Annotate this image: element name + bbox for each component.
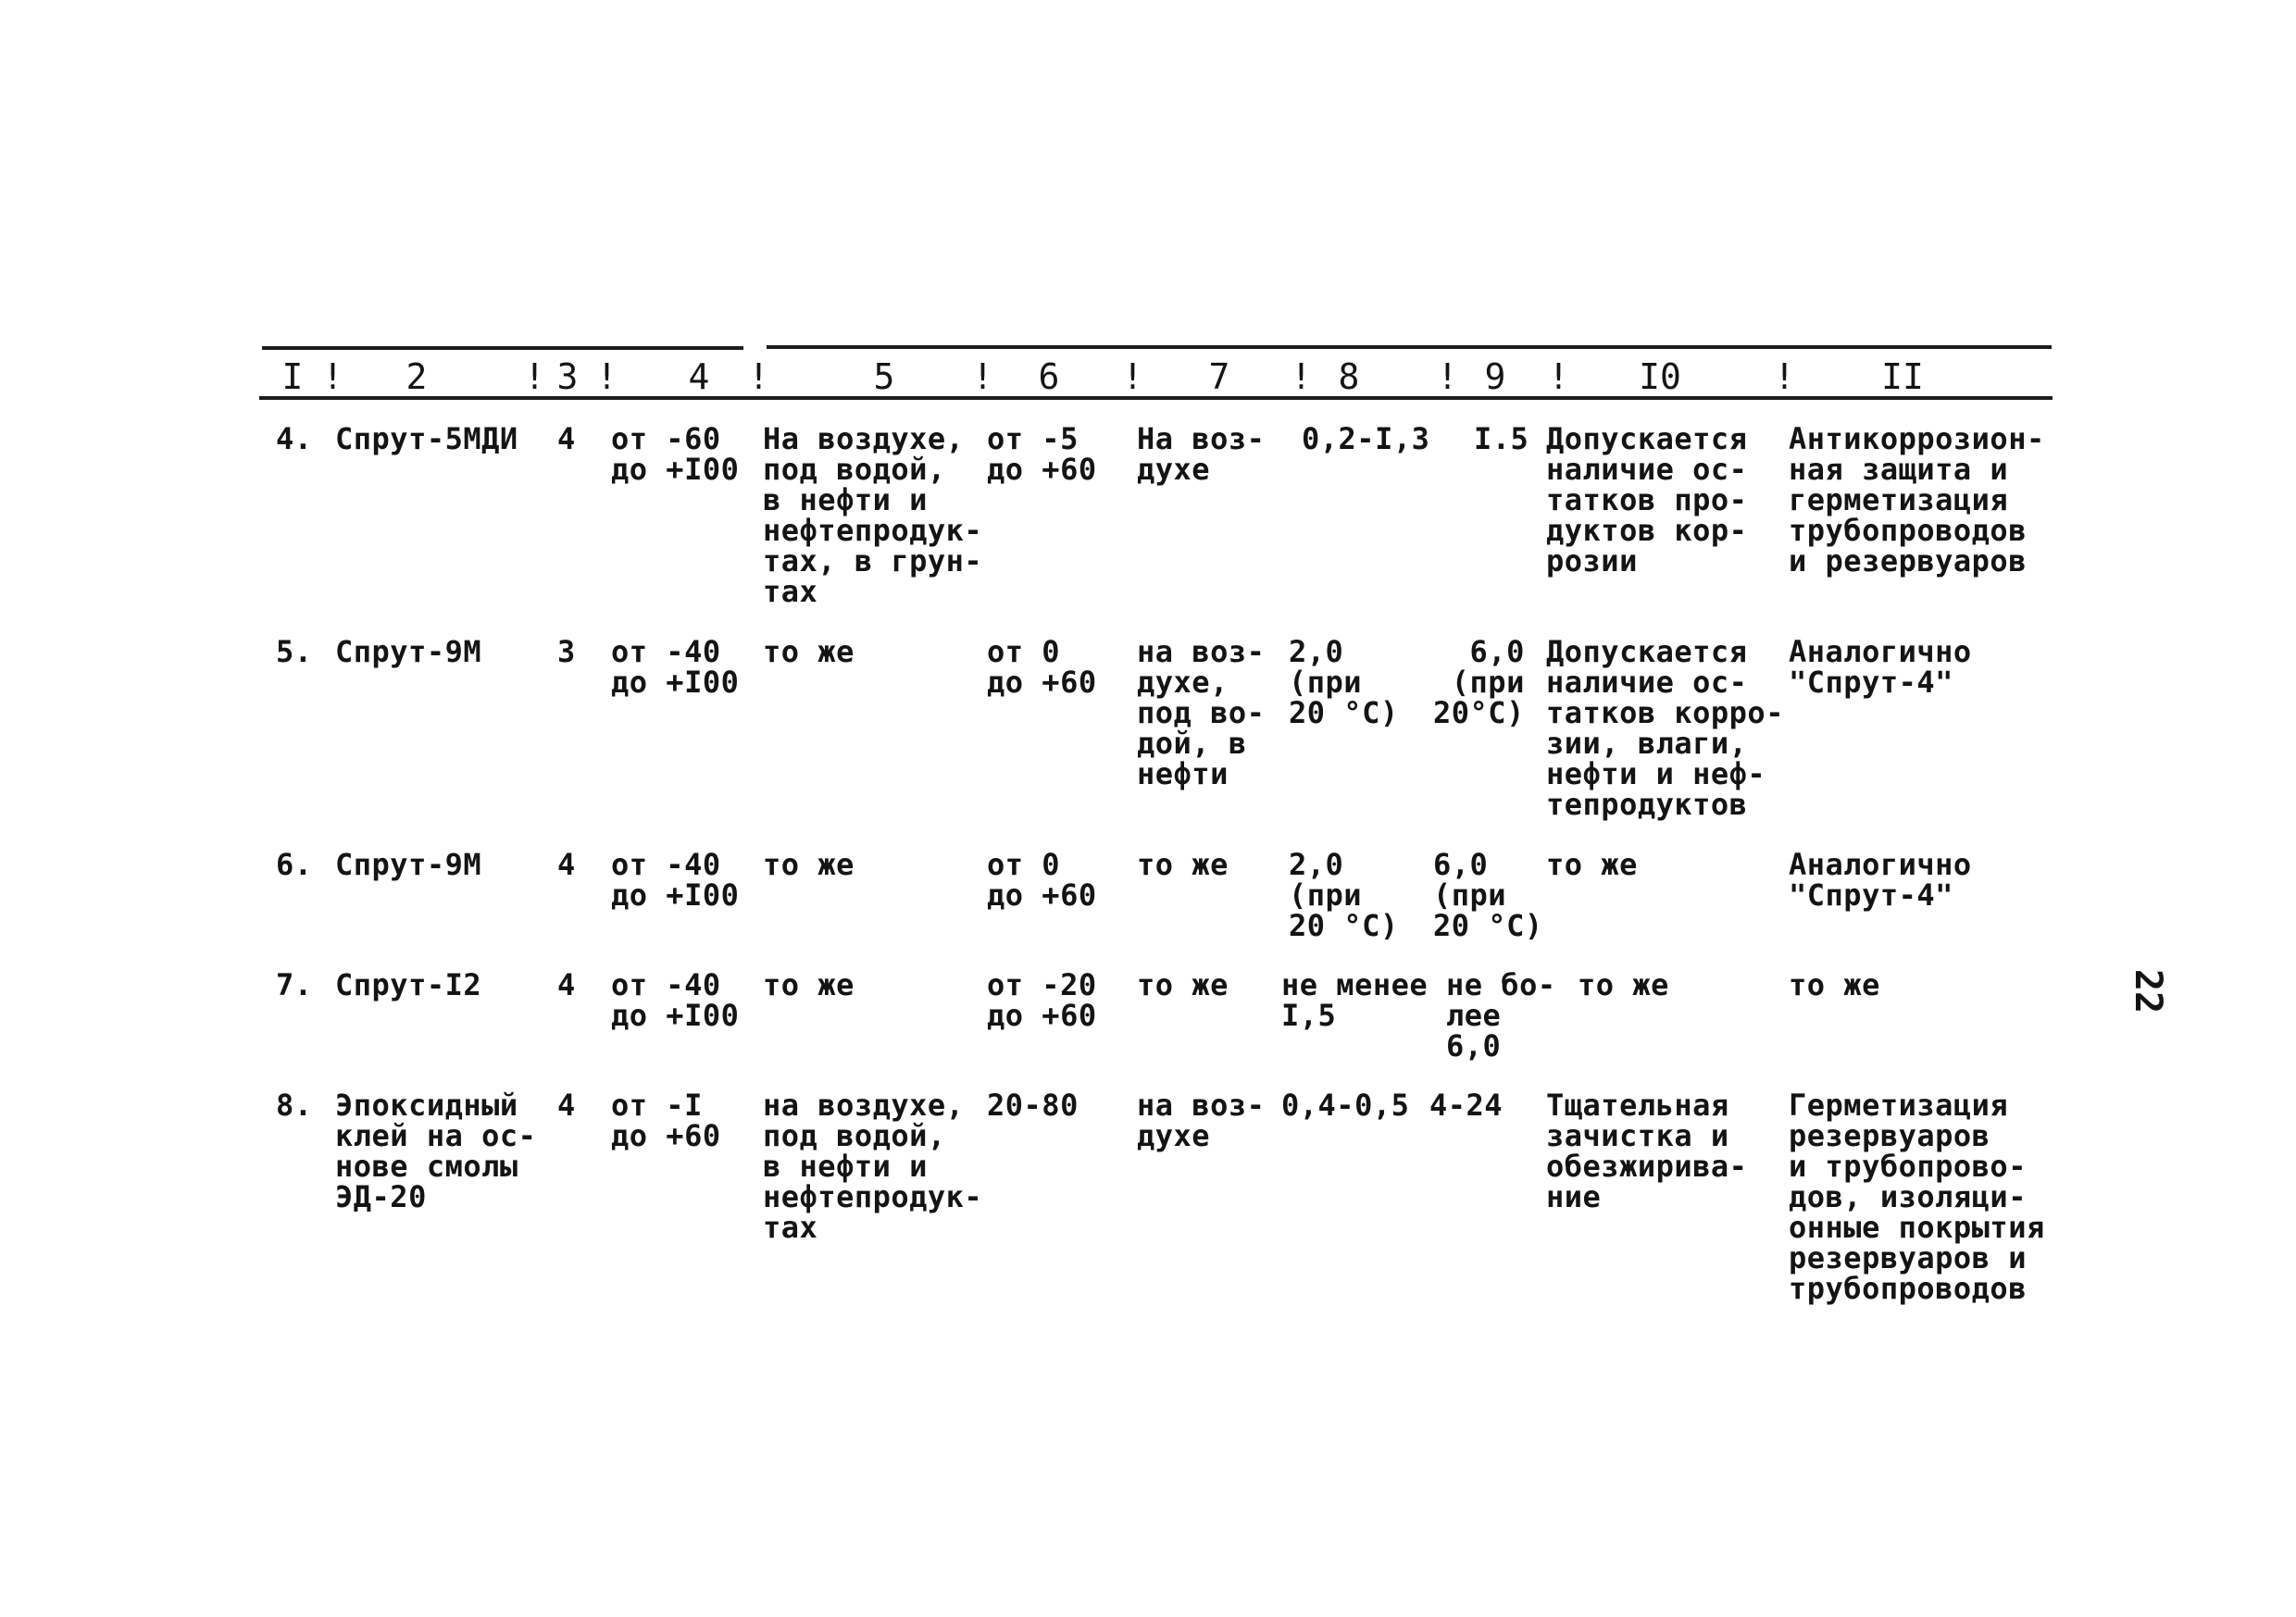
cell-col-4: от -40 до +I00 (611, 634, 740, 700)
row-number: 4. (276, 421, 313, 456)
material-name: Спрут-9М (335, 634, 482, 669)
cell-col-5: на воздухе, под водой, в нефти и нефтепродук- тах (763, 1088, 983, 1245)
cell-col-10: Тщательная зачистка и обезжирива- ние (1546, 1088, 1748, 1214)
cell-col-11: Герметизация резервуаров и трубопрово- дов, изоляци- онные покрытия резервуаров и трубопроводов (1789, 1088, 2045, 1306)
header-col-7: 7 (1208, 356, 1230, 397)
cell-col-5: то же (763, 634, 855, 669)
cell-col-8: 0,2-I,3 (1302, 421, 1430, 456)
cell-col-11: Антикоррозион- ная защита и герметизация трубопроводов и резервуаров (1789, 421, 2045, 578)
cell-col-6: 20-80 (987, 1088, 1079, 1123)
cell-col-10: то же (1546, 847, 1638, 882)
cell-col-9: 6,0 (при 20 °С) (1433, 847, 1543, 943)
cell-col-10: Допускается наличие ос- татков корро- зии, влаги, нефти и неф- тепродуктов (1546, 634, 1784, 822)
cell-col-9: I.5 (1474, 421, 1529, 456)
header-col-1: I (281, 356, 304, 397)
material-name: Спрут-9М (335, 847, 482, 882)
header-separator: ! (1291, 356, 1312, 397)
cell-col-3: 4 (557, 967, 576, 1002)
material-name: Спрут-5МДИ (335, 421, 518, 456)
header-top-rule-right (767, 345, 2052, 349)
row-number: 7. (276, 967, 313, 1002)
cell-col-4: от -40 до +I00 (611, 967, 740, 1033)
cell-col-3: 4 (557, 847, 576, 882)
cell-col-10: Допускается наличие ос- татков про- дуктов кор- розии (1546, 421, 1748, 578)
cell-col-4: от -I до +60 (611, 1088, 721, 1153)
cell-col-10: то же (1578, 967, 1669, 1002)
page-number: 22 (2127, 968, 2170, 1014)
header-separator: ! (322, 356, 343, 397)
cell-col-6: от 0 до +60 (987, 634, 1097, 700)
header-separator: ! (524, 356, 545, 397)
header-col-9: 9 (1484, 356, 1506, 397)
header-separator: ! (1122, 356, 1143, 397)
row-number: 8. (276, 1088, 313, 1123)
cell-col-9: 6,0 (при 20°С) (1433, 634, 1525, 730)
cell-col-11: Аналогично "Спрут-4" (1789, 847, 1972, 913)
cell-col-3: 3 (557, 634, 576, 669)
cell-col-7: на воз- духе, под во- дой, в нефти (1137, 634, 1266, 791)
cell-col-8: 2,0 (при 20 °С) (1289, 847, 1399, 943)
header-separator: ! (596, 356, 618, 397)
cell-col-8: не менее I,5 (1281, 967, 1429, 1033)
header-col-4: 4 (688, 356, 710, 397)
cell-col-8: 0,4-0,5 (1281, 1088, 1410, 1123)
header-separator: ! (1774, 356, 1795, 397)
material-name: Эпоксидный клей на ос- нове смолы ЭД-20 (335, 1088, 537, 1214)
cell-col-7: то же (1137, 847, 1229, 882)
row-number: 6. (276, 847, 313, 882)
cell-col-5: то же (763, 847, 855, 882)
cell-col-5: то же (763, 967, 855, 1002)
cell-col-11: Аналогично "Спрут-4" (1789, 634, 1972, 700)
cell-col-9: не бо- лее 6,0 (1446, 967, 1556, 1063)
header-col-10: I0 (1639, 356, 1681, 397)
cell-col-6: от 0 до +60 (987, 847, 1097, 913)
header-col-6: 6 (1038, 356, 1060, 397)
cell-col-5: На воздухе, под водой, в нефти и нефтепродук- тах, в грун- тах (763, 421, 983, 609)
header-separator: ! (748, 356, 769, 397)
cell-col-7: то же (1137, 967, 1229, 1002)
cell-col-6: от -5 до +60 (987, 421, 1097, 487)
material-name: Спрут-I2 (335, 967, 482, 1002)
header-col-2: 2 (406, 356, 428, 397)
row-number: 5. (276, 634, 313, 669)
cell-col-9: 4-24 (1429, 1088, 1504, 1123)
cell-col-4: от -40 до +I00 (611, 847, 740, 913)
cell-col-6: от -20 до +60 (987, 967, 1097, 1033)
header-col-3: 3 (556, 356, 579, 397)
cell-col-8: 2,0 (при 20 °С) (1289, 634, 1399, 730)
header-separator: ! (972, 356, 993, 397)
header-separator: ! (1548, 356, 1569, 397)
header-col-5: 5 (873, 356, 895, 397)
cell-col-4: от -60 до +I00 (611, 421, 740, 487)
cell-col-7: на воз- духе (1137, 1088, 1266, 1153)
cell-col-11: то же (1789, 967, 1880, 1002)
header-top-rule-left (262, 346, 743, 350)
header-col-11: II (1881, 356, 1924, 397)
header-col-8: 8 (1338, 356, 1360, 397)
header-separator: ! (1437, 356, 1458, 397)
cell-col-3: 4 (557, 1088, 576, 1123)
cell-col-7: На воз- духе (1137, 421, 1266, 487)
cell-col-3: 4 (557, 421, 576, 456)
